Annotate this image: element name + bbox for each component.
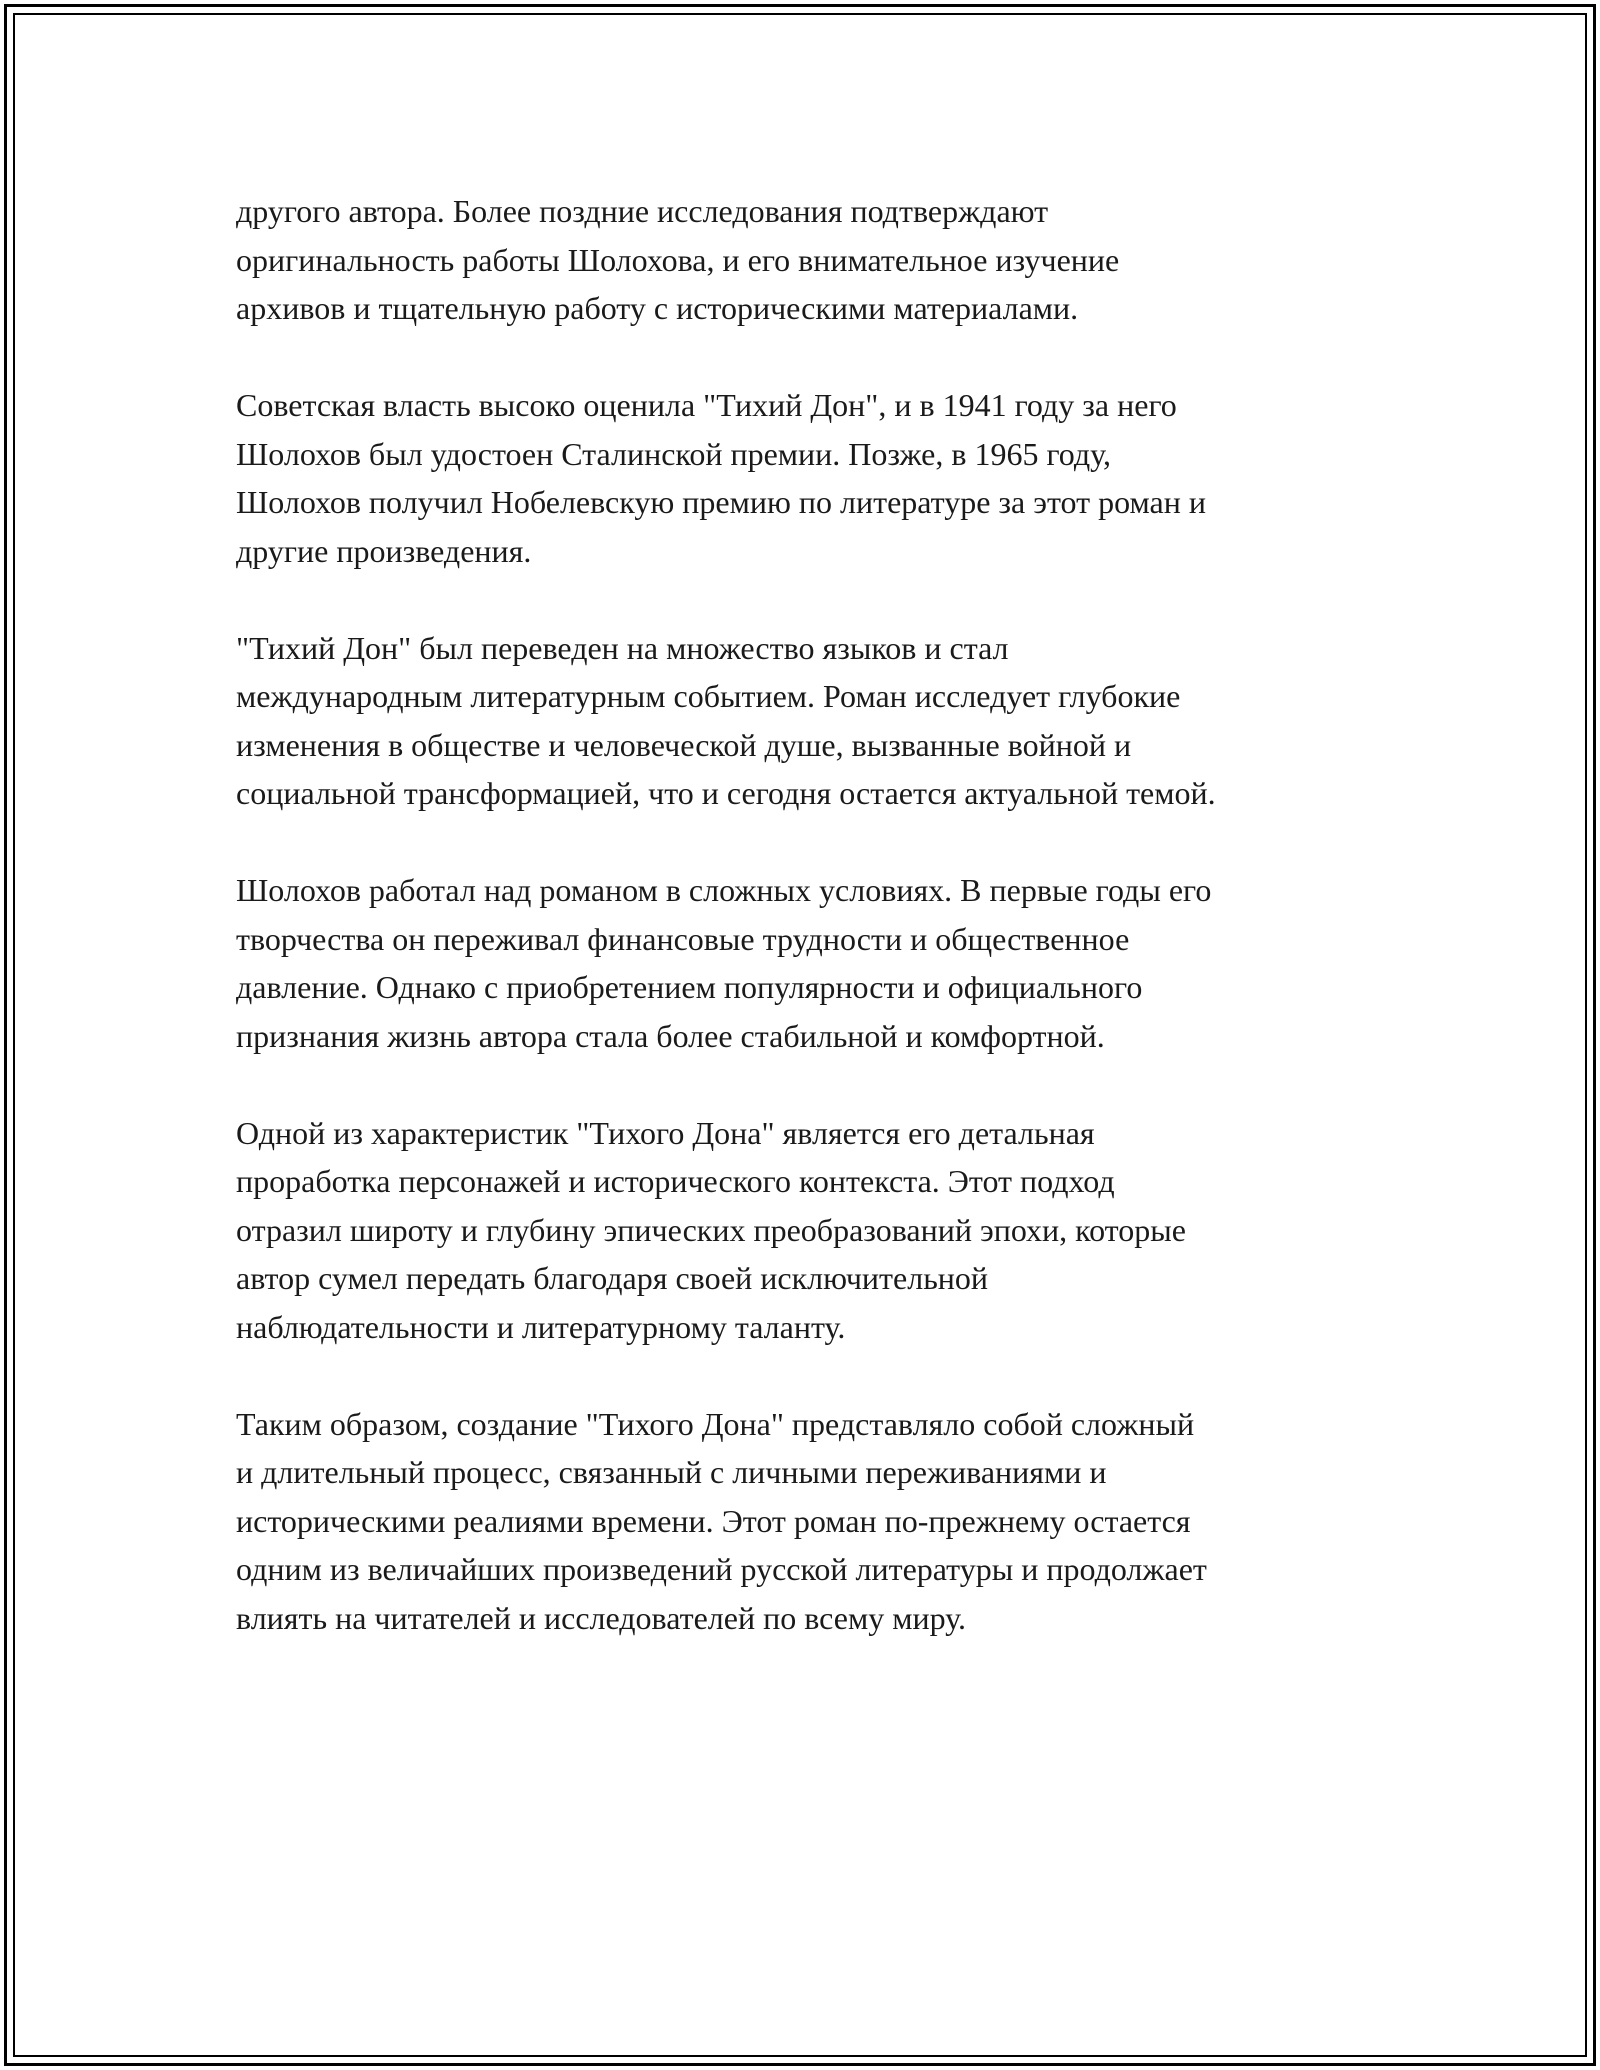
paragraph-1 [236, 187, 1376, 333]
text-line: архивов и тщательную работу с историческими материалами. [236, 290, 1079, 326]
text-line: другие произведения. [236, 532, 532, 569]
text-line: историческими реалиями времени. Этот роман по-прежнему остается [236, 1502, 1191, 1539]
text-line: Шолохов получил Нобелевскую премию по литературе за этот роман и [236, 484, 1206, 520]
text-line: давление. Однако с приобретением популярности и официального [236, 969, 1143, 1005]
text-line: наблюдательности и литературному таланту. [236, 1308, 846, 1345]
text-line: Таким образом, создание "Тихого Дона" представляло собой сложный [236, 1405, 1195, 1442]
text-line: и длительный процесс, связанный с личными переживаниями и [236, 1454, 1107, 1490]
text-line: признания жизнь автора стала более стабильной и комфортной. [236, 1017, 1105, 1054]
text-line: Одной из характеристик "Тихого Дона" является его детальная [236, 1114, 1095, 1151]
text-line: одним из величайших произведений русской литературы и продолжает [236, 1551, 1207, 1587]
text-line: международным литературным событием. Роман исследует глубокие [236, 678, 1181, 714]
paragraph-4 [236, 866, 1376, 1060]
text-line: изменения в обществе и человеческой душе, вызванные войной и [236, 726, 1132, 763]
text-line: влиять на читателей и исследователей по всему миру. [236, 1599, 966, 1636]
paragraph-5 [236, 1109, 1376, 1352]
document-body [236, 187, 1376, 1691]
text-line: социальной трансформацией, что и сегодня остается актуальной темой. [236, 775, 1216, 811]
paragraph-6 [236, 1400, 1376, 1643]
text-line: отразил широту и глубину эпических преобразований эпохи, которые [236, 1211, 1186, 1248]
paragraph-3 [236, 624, 1376, 818]
text-line: "Тихий Дон" был переведен на множество языков и стал [236, 629, 1009, 666]
text-line: Шолохов работал над романом в сложных условиях. В первые годы его [236, 872, 1212, 908]
text-line: автор сумел передать благодаря своей исключительной [236, 1260, 989, 1296]
text-line: другого автора. Более поздние исследования подтверждают [236, 193, 1049, 229]
text-line: Шолохов был удостоен Сталинской премии. Позже, в 1965 году, [236, 435, 1111, 472]
text-line: проработка персонажей и исторического контекста. Этот подход [236, 1163, 1115, 1199]
paragraph-2 [236, 381, 1376, 575]
text-line: творчества он переживал финансовые трудности и общественное [236, 920, 1130, 957]
text-line: Советская власть высоко оценила "Тихий Дон", и в 1941 году за него [236, 387, 1177, 423]
text-line: оригинальность работы Шолохова, и его внимательное изучение [236, 241, 1120, 278]
